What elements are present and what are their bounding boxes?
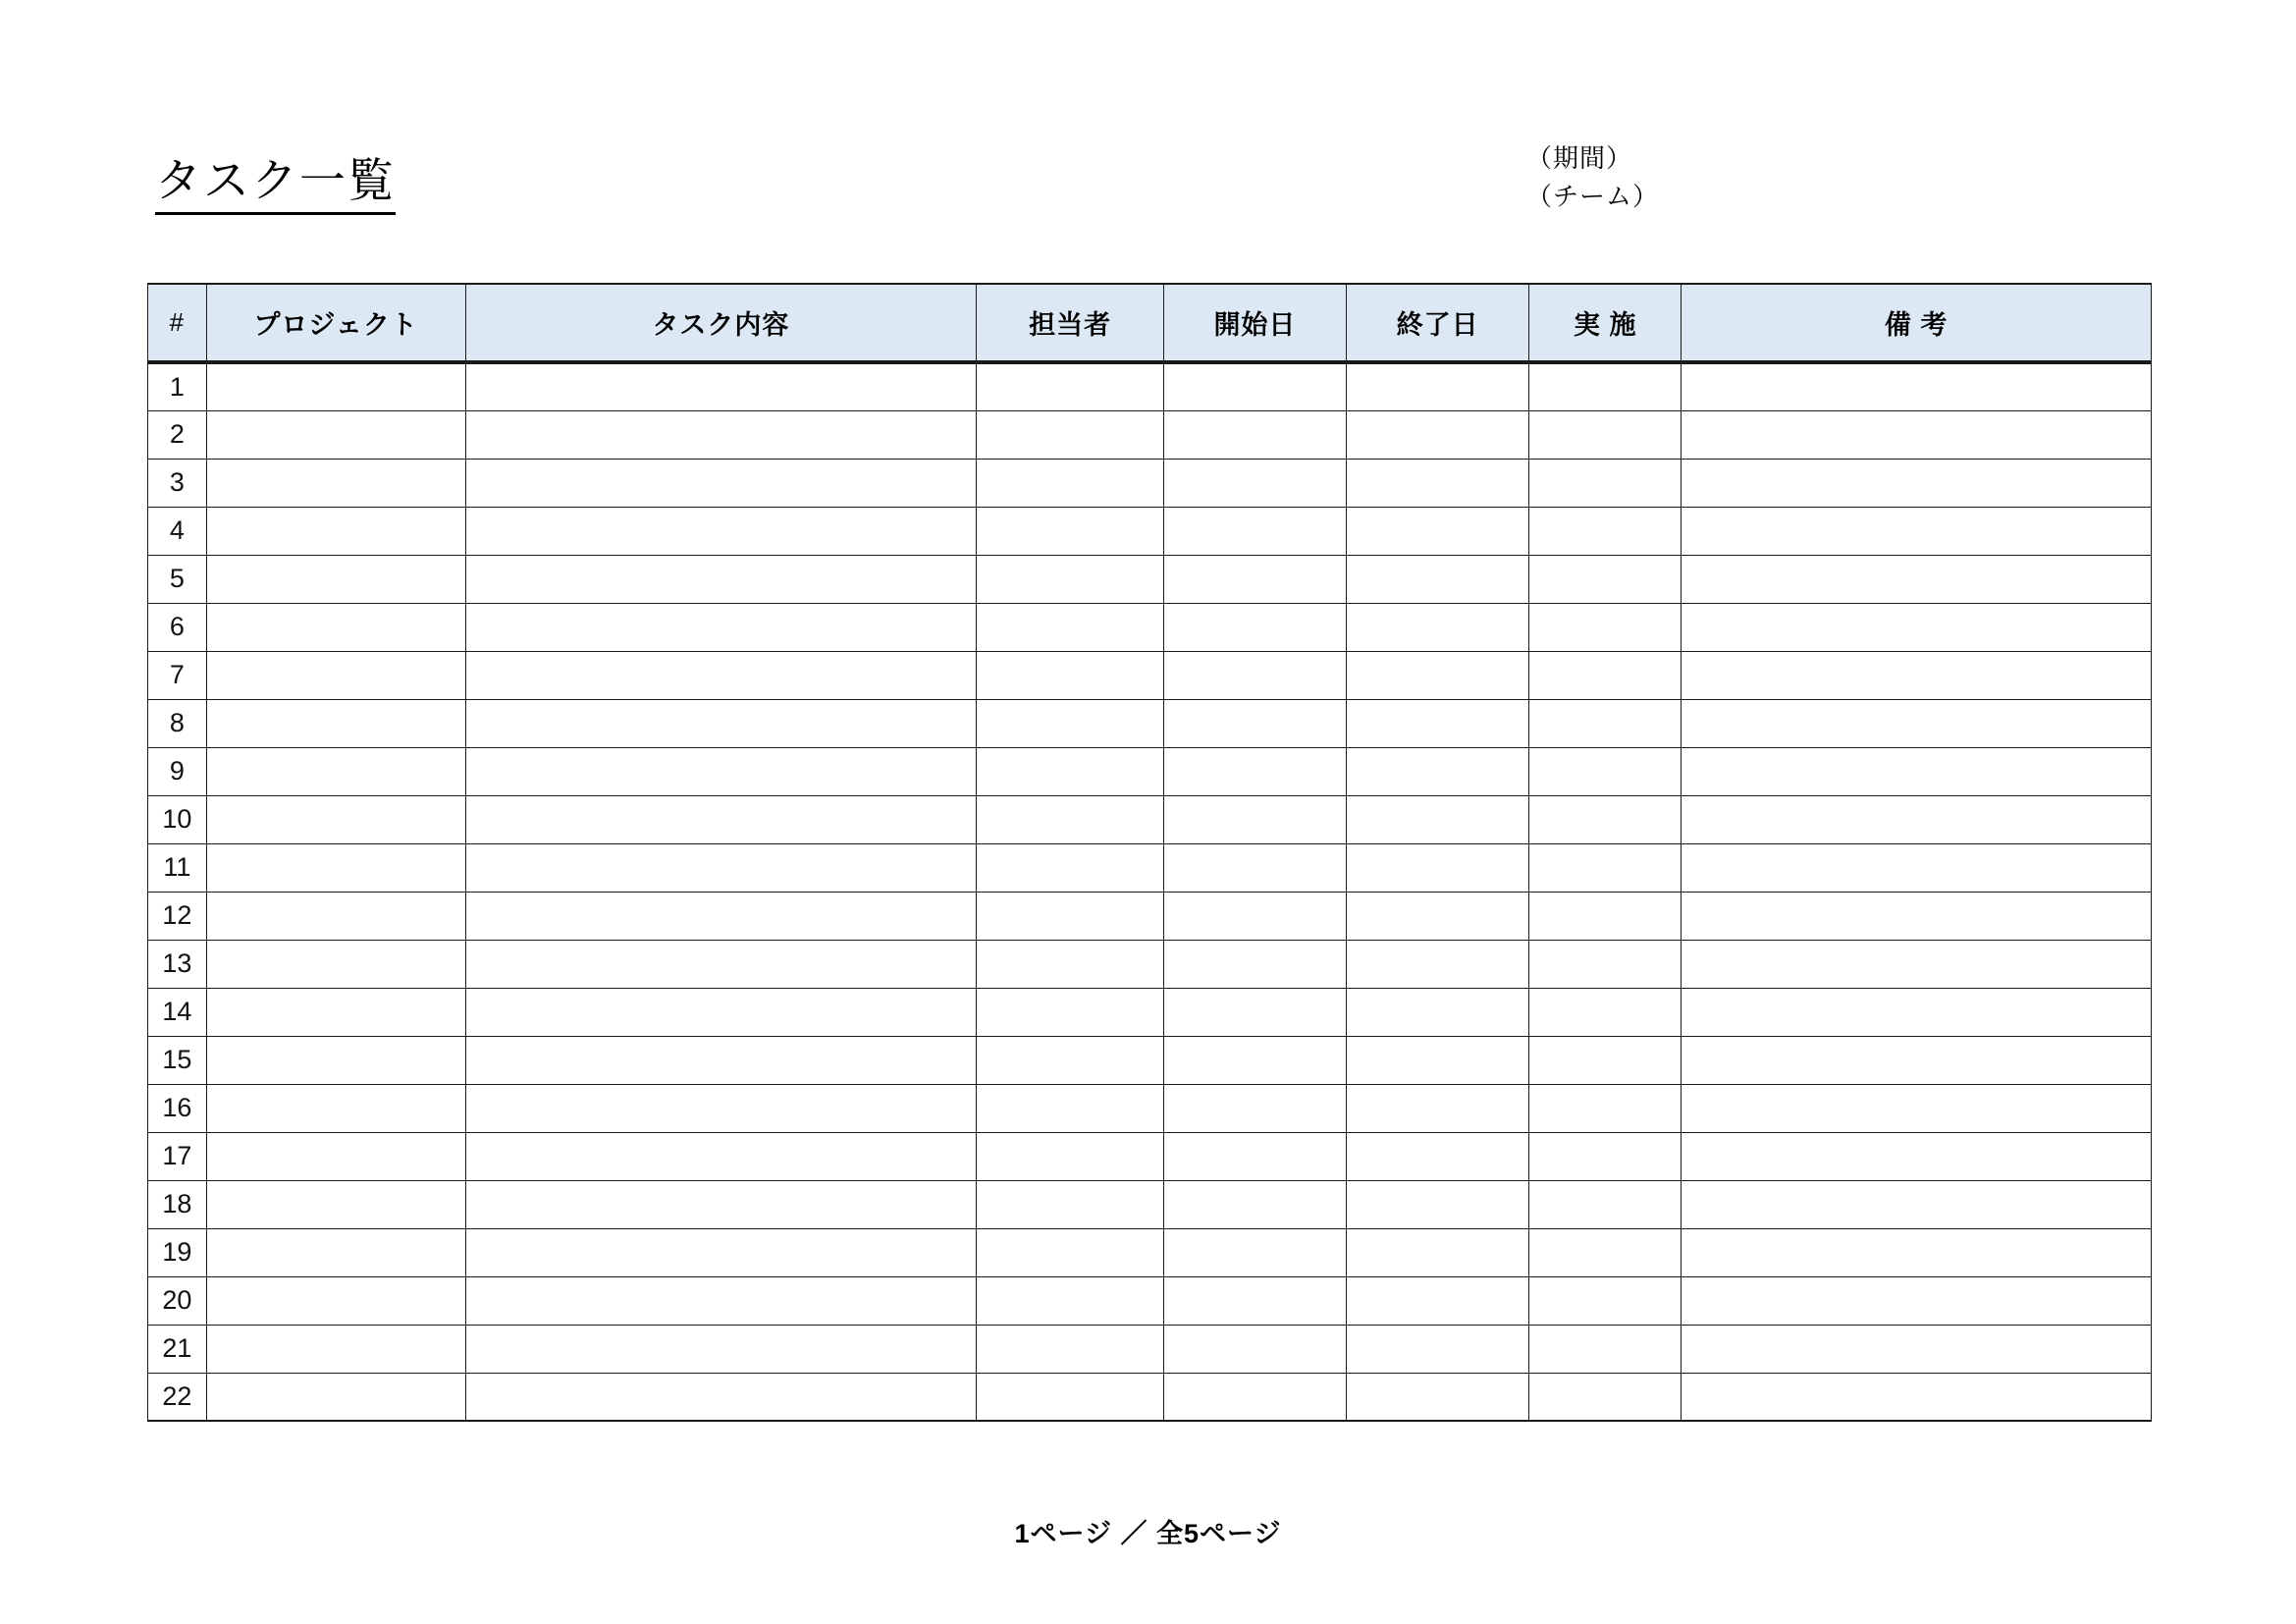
cell-done[interactable]	[1529, 1325, 1682, 1373]
cell-task[interactable]	[465, 940, 977, 988]
cell-owner[interactable]	[977, 699, 1164, 747]
column-header-task: タスク内容	[465, 284, 977, 362]
cell-project[interactable]	[206, 795, 465, 843]
table-row	[148, 459, 2152, 507]
cell-note[interactable]	[1682, 1325, 2152, 1373]
table-row	[148, 1276, 2152, 1325]
cell-task[interactable]	[465, 603, 977, 651]
table-row	[148, 410, 2152, 459]
cell-task[interactable]	[465, 555, 977, 603]
cell-note[interactable]	[1682, 1132, 2152, 1180]
cell-note[interactable]	[1682, 507, 2152, 555]
cell-end[interactable]	[1347, 1325, 1529, 1373]
cell-project[interactable]	[206, 603, 465, 651]
cell-task[interactable]	[465, 1132, 977, 1180]
row-number: 10	[148, 795, 207, 843]
cell-start[interactable]	[1163, 1132, 1346, 1180]
cell-owner[interactable]	[977, 362, 1164, 410]
cell-note[interactable]	[1682, 410, 2152, 459]
cell-project[interactable]	[206, 362, 465, 410]
cell-end[interactable]	[1347, 940, 1529, 988]
cell-owner[interactable]	[977, 1180, 1164, 1228]
cell-note[interactable]	[1682, 1276, 2152, 1325]
cell-note[interactable]	[1682, 362, 2152, 410]
cell-start[interactable]	[1163, 988, 1346, 1036]
cell-start[interactable]	[1163, 362, 1346, 410]
meta-period: （期間）	[1526, 143, 1633, 173]
cell-start[interactable]	[1163, 892, 1346, 940]
cell-done[interactable]	[1529, 940, 1682, 988]
page-footer	[0, 1512, 2296, 1550]
cell-owner[interactable]	[977, 410, 1164, 459]
cell-start[interactable]	[1163, 1036, 1346, 1084]
cell-task[interactable]	[465, 507, 977, 555]
row-number: 4	[148, 507, 207, 555]
cell-owner[interactable]	[977, 507, 1164, 555]
cell-owner[interactable]	[977, 1325, 1164, 1373]
cell-end[interactable]	[1347, 747, 1529, 795]
cell-end[interactable]	[1347, 603, 1529, 651]
cell-owner[interactable]	[977, 1132, 1164, 1180]
cell-owner[interactable]	[977, 940, 1164, 988]
row-number: 8	[148, 699, 207, 747]
cell-end[interactable]	[1347, 988, 1529, 1036]
cell-done[interactable]	[1529, 747, 1682, 795]
row-number: 17	[148, 1132, 207, 1180]
cell-start[interactable]	[1163, 1276, 1346, 1325]
cell-start[interactable]	[1163, 843, 1346, 892]
column-header-done: 実 施	[1529, 284, 1682, 362]
cell-task[interactable]	[465, 651, 977, 699]
table-row	[148, 1132, 2152, 1180]
cell-start[interactable]	[1163, 459, 1346, 507]
column-header-project: プロジェクト	[206, 284, 465, 362]
cell-task[interactable]	[465, 1228, 977, 1276]
cell-owner[interactable]	[977, 1373, 1164, 1421]
cell-done[interactable]	[1529, 1132, 1682, 1180]
cell-start[interactable]	[1163, 1325, 1346, 1373]
cell-note[interactable]	[1682, 892, 2152, 940]
cell-note[interactable]	[1682, 747, 2152, 795]
document-meta	[1526, 139, 1939, 216]
table-row	[148, 603, 2152, 651]
cell-end[interactable]	[1347, 362, 1529, 410]
cell-task[interactable]	[465, 747, 977, 795]
cell-end[interactable]	[1347, 459, 1529, 507]
cell-task[interactable]	[465, 362, 977, 410]
cell-project[interactable]	[206, 940, 465, 988]
cell-task[interactable]	[465, 1325, 977, 1373]
cell-note[interactable]	[1682, 988, 2152, 1036]
cell-note[interactable]	[1682, 1228, 2152, 1276]
table-row	[148, 1084, 2152, 1132]
cell-project[interactable]	[206, 1180, 465, 1228]
cell-note[interactable]	[1682, 459, 2152, 507]
cell-project[interactable]	[206, 555, 465, 603]
cell-done[interactable]	[1529, 603, 1682, 651]
table-row	[148, 843, 2152, 892]
table-row	[148, 988, 2152, 1036]
cell-note[interactable]	[1682, 651, 2152, 699]
cell-end[interactable]	[1347, 843, 1529, 892]
table-row	[148, 555, 2152, 603]
cell-done[interactable]	[1529, 1373, 1682, 1421]
cell-end[interactable]	[1347, 1180, 1529, 1228]
cell-owner[interactable]	[977, 892, 1164, 940]
cell-project[interactable]	[206, 1325, 465, 1373]
table-row	[148, 1180, 2152, 1228]
row-number: 3	[148, 459, 207, 507]
cell-project[interactable]	[206, 892, 465, 940]
cell-task[interactable]	[465, 892, 977, 940]
cell-task[interactable]	[465, 795, 977, 843]
cell-note[interactable]	[1682, 1036, 2152, 1084]
table-row	[148, 651, 2152, 699]
cell-owner[interactable]	[977, 651, 1164, 699]
column-header-start: 開始日	[1163, 284, 1346, 362]
table-header-row	[148, 284, 2152, 362]
table-row	[148, 1325, 2152, 1373]
table-row	[148, 1373, 2152, 1421]
cell-done[interactable]	[1529, 459, 1682, 507]
cell-start[interactable]	[1163, 507, 1346, 555]
cell-done[interactable]	[1529, 1276, 1682, 1325]
row-number: 16	[148, 1084, 207, 1132]
task-table-container	[147, 283, 2152, 1422]
row-number: 20	[148, 1276, 207, 1325]
cell-note[interactable]	[1682, 940, 2152, 988]
cell-end[interactable]	[1347, 1132, 1529, 1180]
cell-end[interactable]	[1347, 795, 1529, 843]
table-row	[148, 892, 2152, 940]
cell-project[interactable]	[206, 1228, 465, 1276]
cell-project[interactable]	[206, 651, 465, 699]
cell-project[interactable]	[206, 1036, 465, 1084]
cell-done[interactable]	[1529, 892, 1682, 940]
cell-owner[interactable]	[977, 1036, 1164, 1084]
row-number: 18	[148, 1180, 207, 1228]
cell-done[interactable]	[1529, 795, 1682, 843]
cell-project[interactable]	[206, 988, 465, 1036]
cell-start[interactable]	[1163, 555, 1346, 603]
cell-task[interactable]	[465, 1036, 977, 1084]
cell-project[interactable]	[206, 699, 465, 747]
cell-project[interactable]	[206, 843, 465, 892]
cell-task[interactable]	[465, 1084, 977, 1132]
cell-end[interactable]	[1347, 555, 1529, 603]
column-header-number: #	[148, 284, 207, 362]
row-number: 14	[148, 988, 207, 1036]
column-header-end: 終了日	[1347, 284, 1529, 362]
cell-done[interactable]	[1529, 1180, 1682, 1228]
cell-end[interactable]	[1347, 410, 1529, 459]
cell-done[interactable]	[1529, 362, 1682, 410]
page-indicator: 1ページ ／ 全5ページ	[1014, 1519, 1282, 1548]
row-number: 13	[148, 940, 207, 988]
cell-done[interactable]	[1529, 1084, 1682, 1132]
row-number: 9	[148, 747, 207, 795]
cell-done[interactable]	[1529, 988, 1682, 1036]
cell-end[interactable]	[1347, 1228, 1529, 1276]
cell-project[interactable]	[206, 507, 465, 555]
cell-note[interactable]	[1682, 843, 2152, 892]
row-number: 12	[148, 892, 207, 940]
cell-done[interactable]	[1529, 651, 1682, 699]
cell-task[interactable]	[465, 459, 977, 507]
cell-task[interactable]	[465, 410, 977, 459]
row-number: 15	[148, 1036, 207, 1084]
cell-owner[interactable]	[977, 1276, 1164, 1325]
row-number: 5	[148, 555, 207, 603]
cell-done[interactable]	[1529, 507, 1682, 555]
cell-start[interactable]	[1163, 651, 1346, 699]
cell-note[interactable]	[1682, 1180, 2152, 1228]
cell-owner[interactable]	[977, 459, 1164, 507]
cell-owner[interactable]	[977, 603, 1164, 651]
cell-project[interactable]	[206, 1132, 465, 1180]
cell-task[interactable]	[465, 1373, 977, 1421]
task-table-body	[148, 362, 2152, 1421]
table-row	[148, 795, 2152, 843]
row-number: 1	[148, 362, 207, 410]
table-row	[148, 699, 2152, 747]
cell-project[interactable]	[206, 459, 465, 507]
meta-team: （チーム）	[1526, 182, 1660, 211]
cell-done[interactable]	[1529, 843, 1682, 892]
column-header-note: 備 考	[1682, 284, 2152, 362]
row-number: 11	[148, 843, 207, 892]
cell-note[interactable]	[1682, 1084, 2152, 1132]
cell-owner[interactable]	[977, 843, 1164, 892]
cell-owner[interactable]	[977, 555, 1164, 603]
table-row	[148, 362, 2152, 410]
cell-start[interactable]	[1163, 699, 1346, 747]
table-row	[148, 507, 2152, 555]
table-row	[148, 747, 2152, 795]
row-number: 22	[148, 1373, 207, 1421]
cell-start[interactable]	[1163, 795, 1346, 843]
cell-start[interactable]	[1163, 1373, 1346, 1421]
cell-end[interactable]	[1347, 892, 1529, 940]
cell-project[interactable]	[206, 1373, 465, 1421]
cell-project[interactable]	[206, 1276, 465, 1325]
cell-done[interactable]	[1529, 699, 1682, 747]
cell-owner[interactable]	[977, 1228, 1164, 1276]
cell-end[interactable]	[1347, 1276, 1529, 1325]
row-number: 21	[148, 1325, 207, 1373]
cell-task[interactable]	[465, 699, 977, 747]
table-row	[148, 1228, 2152, 1276]
cell-end[interactable]	[1347, 1036, 1529, 1084]
cell-start[interactable]	[1163, 1084, 1346, 1132]
row-number: 2	[148, 410, 207, 459]
cell-task[interactable]	[465, 988, 977, 1036]
row-number: 19	[148, 1228, 207, 1276]
cell-end[interactable]	[1347, 507, 1529, 555]
cell-end[interactable]	[1347, 699, 1529, 747]
column-header-owner: 担当者	[977, 284, 1164, 362]
cell-end[interactable]	[1347, 651, 1529, 699]
cell-note[interactable]	[1682, 555, 2152, 603]
cell-done[interactable]	[1529, 410, 1682, 459]
cell-task[interactable]	[465, 843, 977, 892]
cell-project[interactable]	[206, 410, 465, 459]
cell-note[interactable]	[1682, 795, 2152, 843]
cell-start[interactable]	[1163, 1228, 1346, 1276]
cell-end[interactable]	[1347, 1373, 1529, 1421]
task-table	[147, 283, 2152, 1422]
cell-note[interactable]	[1682, 603, 2152, 651]
cell-start[interactable]	[1163, 603, 1346, 651]
cell-owner[interactable]	[977, 747, 1164, 795]
row-number: 7	[148, 651, 207, 699]
cell-end[interactable]	[1347, 1084, 1529, 1132]
row-number: 6	[148, 603, 207, 651]
table-row	[148, 1036, 2152, 1084]
cell-start[interactable]	[1163, 1180, 1346, 1228]
cell-done[interactable]	[1529, 555, 1682, 603]
table-row	[148, 940, 2152, 988]
cell-owner[interactable]	[977, 1084, 1164, 1132]
cell-task[interactable]	[465, 1276, 977, 1325]
cell-project[interactable]	[206, 747, 465, 795]
cell-task[interactable]	[465, 1180, 977, 1228]
cell-owner[interactable]	[977, 988, 1164, 1036]
cell-done[interactable]	[1529, 1036, 1682, 1084]
cell-project[interactable]	[206, 1084, 465, 1132]
cell-note[interactable]	[1682, 699, 2152, 747]
cell-done[interactable]	[1529, 1228, 1682, 1276]
cell-start[interactable]	[1163, 747, 1346, 795]
cell-owner[interactable]	[977, 795, 1164, 843]
page-title: タスク一覧	[155, 155, 396, 215]
cell-start[interactable]	[1163, 940, 1346, 988]
cell-note[interactable]	[1682, 1373, 2152, 1421]
cell-start[interactable]	[1163, 410, 1346, 459]
